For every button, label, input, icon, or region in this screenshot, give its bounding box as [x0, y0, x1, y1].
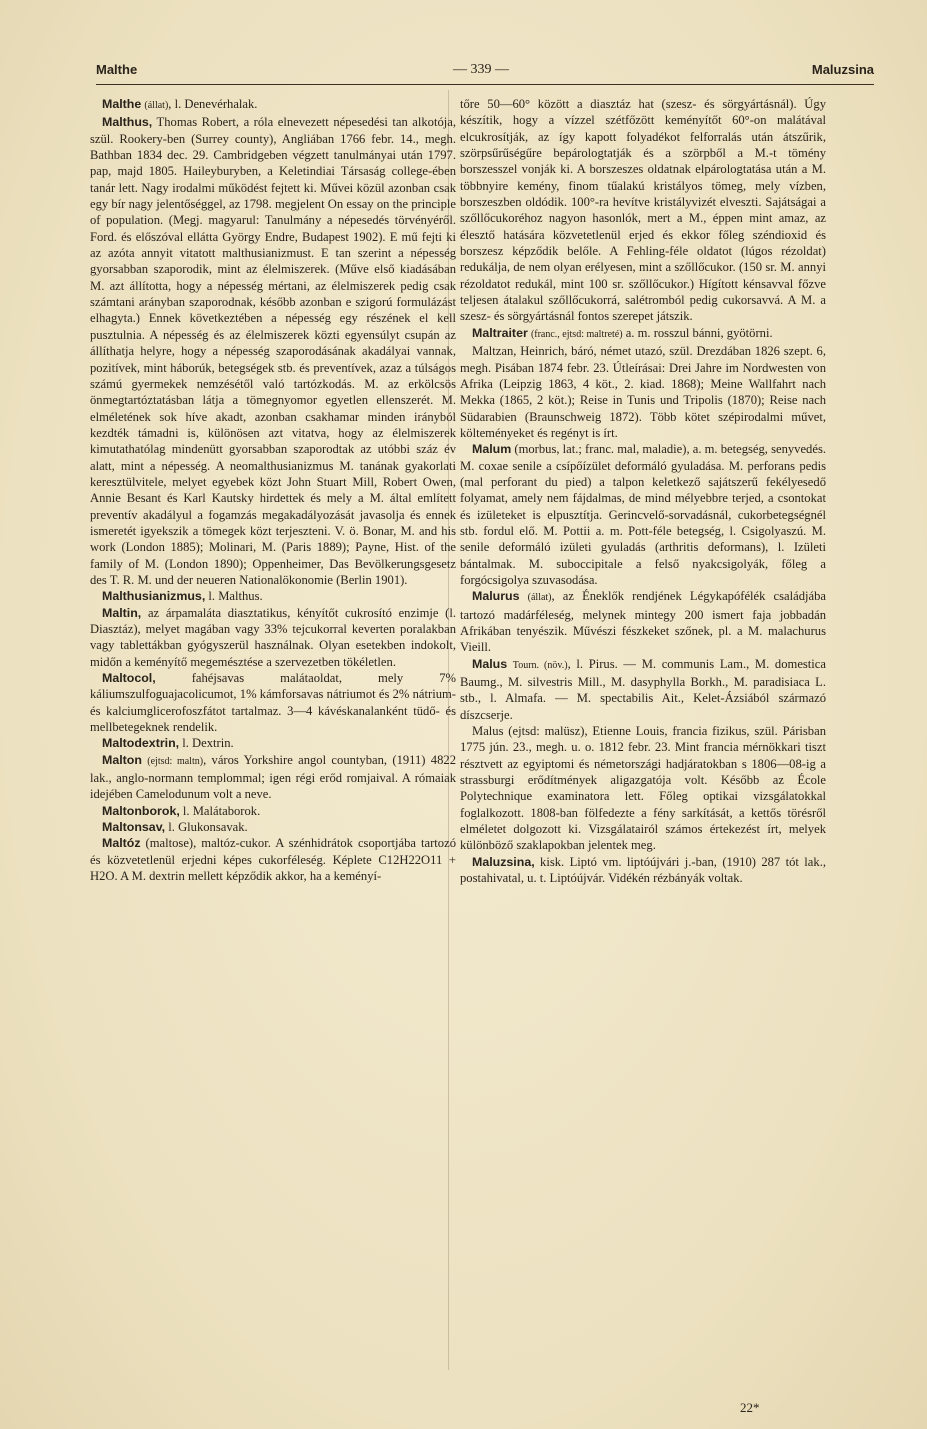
headword: Malus — [472, 656, 508, 671]
entry-text: l. Malátaborok. — [179, 803, 261, 818]
pronunciation: (állat) — [527, 592, 552, 604]
entry-text: l. Dextrin. — [179, 736, 234, 751]
printer-signature: 22* — [740, 1400, 760, 1415]
pronunciation: Tourn. (növ.) — [512, 659, 568, 671]
entry — [90, 803, 456, 819]
entry — [90, 752, 456, 803]
running-head — [96, 62, 874, 82]
headword: Maltraiter — [472, 325, 528, 340]
entry-text: , város Yorkshire angol countyban, (1911) 4822 lak., anglo-normann templommal; igen régi erőd romjaival. A rómaiak idejében Camelodunum volt a neve. — [90, 752, 456, 802]
headword: Malurus — [472, 589, 520, 604]
entry-text: Maltzan, Heinrich, báró, német utazó, szül. Drezdában 1826 szept. 6, megh. Pisában 1874 febr. 23. Útleírásai: Drei Jahre im Nordwesten von Afrika (Leipzig 1863, 4 köt., 2. kiad. 1868); Meine Wallfahrt nach Mekka (1865, 2 köt.); Reise in Tunis und Tripolis (1870); Reise nach Südarabien (Braunschweig 1872). Több kötet szépirodalmi művet, költeményeket és regényt is írt. — [460, 344, 826, 440]
entry-text: , l. Pirus. — M. communis Lam., M. domestica Baumg., M. silvestris Mill., M. dasyphylla Borkh., M. paradisiaca L. stb., l. Almafa. — M. spectabilis Ait., Kelet-Ázsiából származó díszcserje. — [460, 656, 826, 722]
entry-text: kisk. Liptó vm. liptóújvári j.-ban, (1910) 287 tót lak., postahivatal, u. t. Liptóújvár. Vidékén rézbányák voltak. — [460, 854, 826, 886]
page-number: — 339 — — [453, 62, 509, 77]
entry-continuation — [460, 96, 826, 325]
headword: Malum — [472, 442, 512, 457]
headword: Maltóz — [102, 836, 141, 851]
entry-text: Malus (ejtsd: malüsz), Etienne Louis, francia fizikus, szül. Párisban 1775 jún. 23., megh. u. o. 1812 febr. 23. Mint francia mérnökkari tiszt résztvett az egyiptomi és németországi hadjáratokban s 1806—08-ig a strassburgi erődítmények aligazgatója volt. Később az École Polytechnique examinatora lett. Főleg optikai vizsgálatokkal foglalkozott. 1808-ban fölfedezte a fény sarkítását, a kettős törésről elméletet dolgozott ki. Vizsgálatairól számos értekezést írt, melyek különböző szaklapokban jelentek meg. — [460, 724, 826, 853]
entry-text: Thomas Robert, a róla elnevezett népesedési tan alkotója, szül. Rookery-ben (Surrey county), Angliában 1766 febr. 14., megh. Bathban 1834 dec. 29. Cambridgeben végzett tanulmányai után 1797. pap, majd 1805. Haileyburyben, a Keletindiai Társaság college-ében tanár lett. Nagy irodalmi működést fejtett ki. Művei közül azonban csak egy bír nagy jelentőséggel, az 1798. megjelent On essay on the principle of population. (Megj. magyarul: Tanulmány a népesedés törvényéről. Ford. és előszóval ellátta György Endre, Budapest 1902). E mű fejti ki az azóta annyit vitatott malthusianizmust. E tan szerint a népesség gyorsabban szaporodik, mint az élelmiszerek. (Műve első kiadásában M. azt állította, hogy a népesség mértani, az élelmiszerek pedig csak számtani arányban szaporodnak, később azonban e szigorú formulázást elhagyta.) Ennek következtében a népesség egy részének el kell pusztulnia. A népesség és az élelmiszerek közti egyensúlyt csupán az állíthatja helyre, hogy a népesség szaporodásának akadályai vannak, pozitívek, mint háborúk, betegségek stb. és preventívek, azaz a túlságos számú gyermekek nemzésétől való tartózkodás. M. az erkölcsös önmegtartóztatásban látja a tömegnyomor egyetlen ellenszerét. M. elméletének sok híve akadt, azonban csakhamar minden irányból kezdték támadni is, különösen azt vitatva, hogy az élelmiszerek kimutathatólag mindenütt gyorsabban szaporodtak az utóbbi száz év alatt, mint a népesség. A neomalthusianizmus M. tanának gyakorlati keresztülvitele, melyet egyebek közt John Stuart Mill, Robert Owen, Annie Besant és Karl Kautsky hirdettek és mely a M. által említett preventív akadályul a fogamzás megakadályozását javasolja és ennek ismeretét igyekszik a tömegek közt terjeszteni. V. ö. Bonar, M. and his work (London 1885); Molinari, M. (Paris 1889); Payne, Hist. of the family of M. (London 1890); Oppenheimer, Das Bevölkerungsgesetz des T. R. M. und der neueren Nationalökonomie (Berlin 1901). — [90, 115, 456, 587]
headword: Malthe — [102, 97, 142, 111]
entry — [90, 819, 456, 835]
entry-text: l. Glukonsavak. — [165, 820, 248, 835]
headword: Maltocol, — [102, 671, 156, 686]
entry — [460, 723, 826, 854]
entry — [90, 114, 456, 588]
headword: Maltonborok, — [102, 803, 180, 818]
entry-text: tőre 50—60° között a diasztáz hat (szesz- és sörgyártásnál). Úgy készítik, hogy a vízzel szétfőzött keményítőt 60°-on malátával elcukrosítják, az így kapott folyadékot felforralás után átszűrik, szörpsűrűségűre bepárologtatják és a szörpből a M.-t tömény borszesszel vonják ki. A borszeszes oldatnak elpárologtatása után a M. többnyire kemény, finom tűalakú kristályos tömeg, mely vízben, borszeszben oldódik. 100°-ra hevítve kristályvizét elveszti. Sajátságai a szőllőcukoréhoz nagyon hasonlók, mert a M., éppen mint amaz, az élesztő hatására közvetetlenül erjed és ekkor főleg széndioxid és borszesz képződik belőle. A Fehling-féle oldatot (lúgos rézoldat) redukálja, de nem olyan erélyesen, mint a szőllőcukor. (150 sr. M. annyi rézoldatot redukál, mint 100 sr. szőllőcukor.) Hígított kénsavval főzve teljesen átalakul szőllőcukorrá, salétromból pedig cukorsavvá. A M. a szesz- és sörgyártásnál fontos szerepet játszik. — [460, 97, 826, 324]
entry — [90, 735, 456, 751]
headword: Maluzsina, — [472, 854, 535, 869]
header-left-guideword: Malthe — [96, 62, 138, 77]
entry — [460, 588, 826, 655]
headword: Malthusianizmus, — [102, 589, 206, 604]
headword: Maltonsav, — [102, 820, 166, 835]
entry — [90, 670, 456, 735]
entry-text: , az Éneklők rendjének Légykapófélék családjába tartozó madárféleség, melynek mintegy 200 ismert faja jobbadán Afrikában tenyészik. Művészi fészkeket szőnek, pl. a M. malachurus Vieill. — [460, 589, 827, 655]
header-right-guideword: Maluzsina — [811, 62, 874, 77]
entry — [460, 325, 826, 343]
headword: Maltodextrin, — [102, 736, 180, 751]
left-column — [90, 96, 456, 885]
pronunciation: (ejtsd: maltn) — [147, 755, 204, 767]
headword: Maltin, — [102, 605, 142, 620]
entry-text: l. Malthus. — [205, 589, 263, 604]
entry — [90, 588, 456, 604]
header-rule — [96, 84, 874, 85]
entry-text: (morbus, lat.; franc. mal, maladie), a. m. betegség, senyvedés. M. coxae senile a csípőízület deformáló gyuladása. M. perforans pedis (mal perforant du pied) a talpon keletkező sajátszerű fekélyesedő folyamat, amely nem fájdalmas, de mind mélyebbre terjed, a csontokat és izületeket is elpusztítja. Gerincvelő-sorvadásnál, cukorbetegségnél stb. fordul elő. M. Pottii a. m. Pott-féle betegség, l. Csigolyaszú. M. senile deformáló izületi gyuladás (arthritis deformans), l. Izületi bántalmak. M. suboccipitale a felső nyakcsigolyák, főleg a forgócsigolya szuvasodása. — [460, 442, 826, 587]
headword: Malton — [102, 752, 142, 767]
entry-text: fahéjsavas malátaoldat, mely 7% káliumszulfoguajacolicumot, 1% kámforsavas nátriumot és 2% nátrium- és kalciumglicerofoszfátot tartalmaz. 3—4 kávéskanalanként tüdő- és mellbetegeknek rendelik. — [90, 671, 456, 735]
entry — [90, 835, 456, 884]
entry-text: (maltose), maltóz-cukor. A szénhidrátok csoportjába tartozó és közvetetlenül erjedni képes cukorféleség. Képlete C12H22O11 + H2O. A M. dextrin mellett képződik akkor, ha a keményí- — [90, 836, 456, 884]
pronunciation: (franc., ejtsd: maltreté) — [530, 328, 623, 340]
entry-text: , l. Denevérhalak. — [168, 97, 258, 111]
entry — [460, 656, 826, 723]
entry — [460, 441, 826, 588]
entry — [460, 854, 826, 887]
entry-text: a. m. rosszul bánni, gyötörni. — [622, 325, 773, 340]
entry — [90, 605, 456, 670]
entry — [460, 343, 826, 441]
pronunciation: (állat) — [144, 100, 169, 111]
right-column — [460, 96, 826, 887]
entry — [90, 96, 456, 114]
entry-text: az árpamaláta diasztatikus, kényítőt cukrosító enzimje (l. Diasztáz), melyet magában vagy 33% tejcukorral keverten poralakban vagy tablettákban gyógyszerül használnak. Olyan esetekben indokolt, midőn a keményítő megemésztése a szervezetben tökéletlen. — [90, 605, 456, 669]
headword: Malthus, — [102, 115, 153, 130]
